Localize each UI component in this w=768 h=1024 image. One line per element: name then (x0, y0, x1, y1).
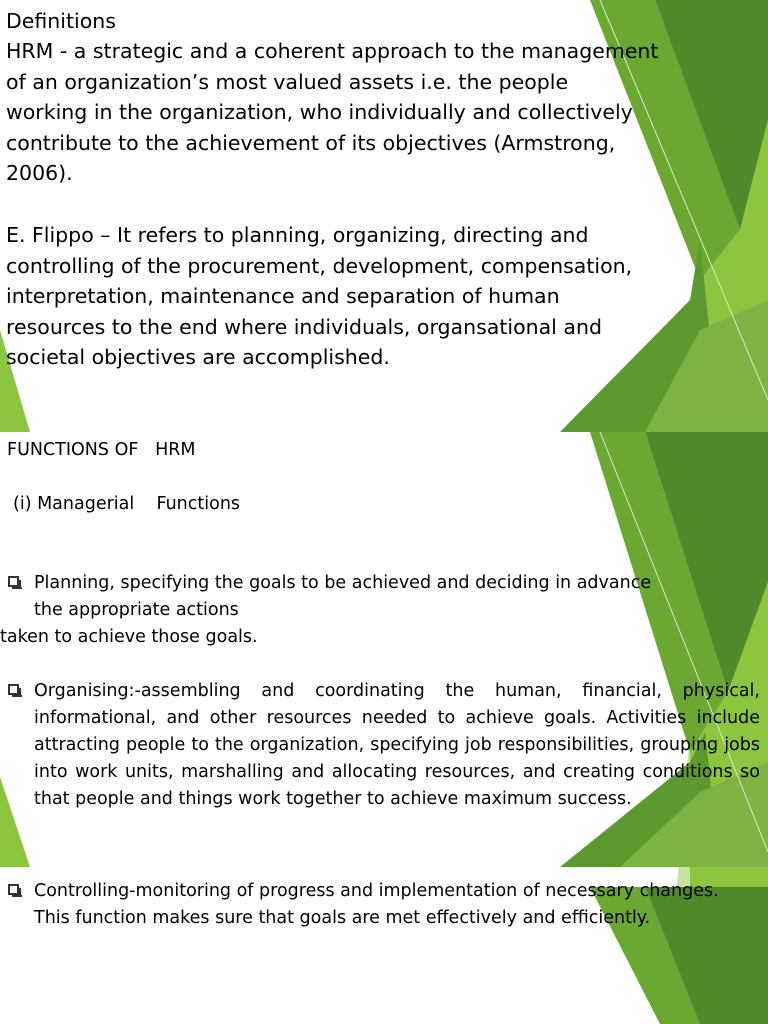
slide-definitions (0, 0, 768, 432)
bullet-organising (8, 678, 760, 813)
bullet-controlling (8, 878, 738, 932)
bullet-text: the appropriate actions (34, 600, 239, 620)
slide-title: FUNCTIONS OF HRM (7, 440, 196, 460)
bullet-text: Organising:-assembling and coordinating the human, financial, physical, informational, and other resources needed to achieve goals. Activities include attracting people to the organization, specifying job responsibilities, grouping jobs into work units, marshalling and allocating resources, and creating conditions so that people and things work together to achieve maximum success. (34, 681, 760, 809)
checkbox-bullet-icon (8, 576, 19, 587)
checkbox-bullet-icon (8, 684, 19, 695)
flippo-definition: E. Flippo – It refers to planning, organizing, directing and controlling of the procurement, development, compensation, interpretation, maintenance and separation of human resources to the end where individuals, organsational and societal objectives are accomplished. (6, 223, 633, 370)
slide-title: Definitions (6, 9, 116, 33)
checkbox-bullet-icon (8, 884, 19, 895)
hrm-definition: HRM - a strategic and a coherent approach to the management of an organization’s most valued assets i.e. the people working in the organization, who individually and collectively contribute to the achievement of its objectives (Armstrong, 2006). (6, 39, 659, 186)
section-subtitle: (i) Managerial Functions (13, 494, 241, 514)
slide-functions (0, 432, 768, 1024)
bullet-text: Planning, specifying the goals to be achieved and deciding in advance (34, 573, 652, 593)
bullet-text: taken to achieve those goals. (0, 627, 258, 647)
bullet-text: Controlling-monitoring of progress and implementation of necessary changes. This function makes sure that goals are met effectively and efficiently. (34, 881, 719, 928)
bullet-planning (0, 570, 760, 651)
